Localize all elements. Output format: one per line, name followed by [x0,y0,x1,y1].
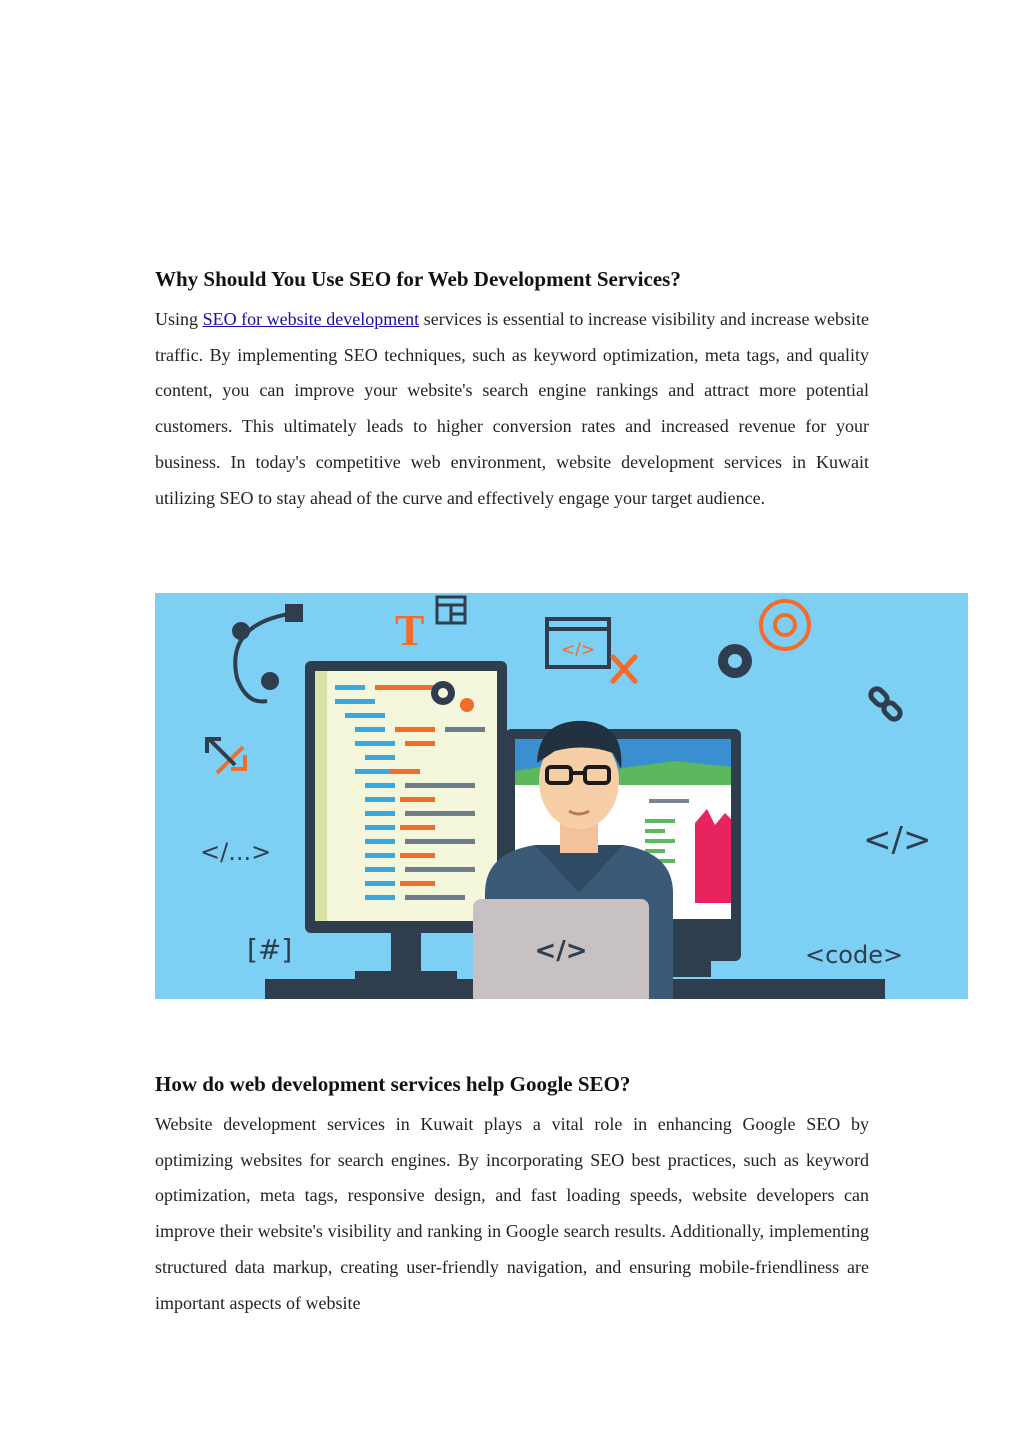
laptop-code-tag: </> [534,936,588,966]
code-tag-right-icon: </> [863,820,932,860]
paragraph-rest-text: services is essential to increase visibility and increase website traffic. By implementing SEO techniques, such as keyword optimization, meta tags, and quality content, you can improve your website's search engine rankings and attract more potential customers. This ultimately leads to higher conversion rates and increased revenue for your business. In today's competitive web environment, website development services in Kuwait utilizing SEO to stay ahead of the curve and effectively engage your target audience. [155,309,870,508]
seo-web-development-illustration [155,593,968,999]
letter-t-icon: T [395,606,425,655]
section-heading-google-seo: How do web development services help Google SEO? [155,1072,631,1096]
section-paragraph-google-seo: Website development services in Kuwait plays a vital role in enhancing Google SEO by optimizing websites for search engines. By incorporating SEO best practices, such as keyword optimization, meta tags, responsive design, and fast loading speeds, website developers can improve their website's visibility and ranking in Google search results. Additionally, implementing structured data markup, creating user-friendly navigation, and ensuring mobile-friendliness are important aspects of website [155,1114,869,1313]
code-word-icon: <code> [805,941,904,969]
section-heading-why-seo: Why Should You Use SEO for Web Development Services? [155,267,681,291]
gear-filled-icon [718,644,752,678]
code-tag-left-icon: </...> [200,838,272,866]
hash-tag-icon: [#] [247,933,293,966]
paragraph-lead-text: Using [155,309,199,329]
seo-website-development-link[interactable]: SEO for website development [202,309,420,329]
laptop [473,899,649,999]
section-paragraph-why-seo [155,302,869,516]
code-window-tag: </> [560,640,596,660]
